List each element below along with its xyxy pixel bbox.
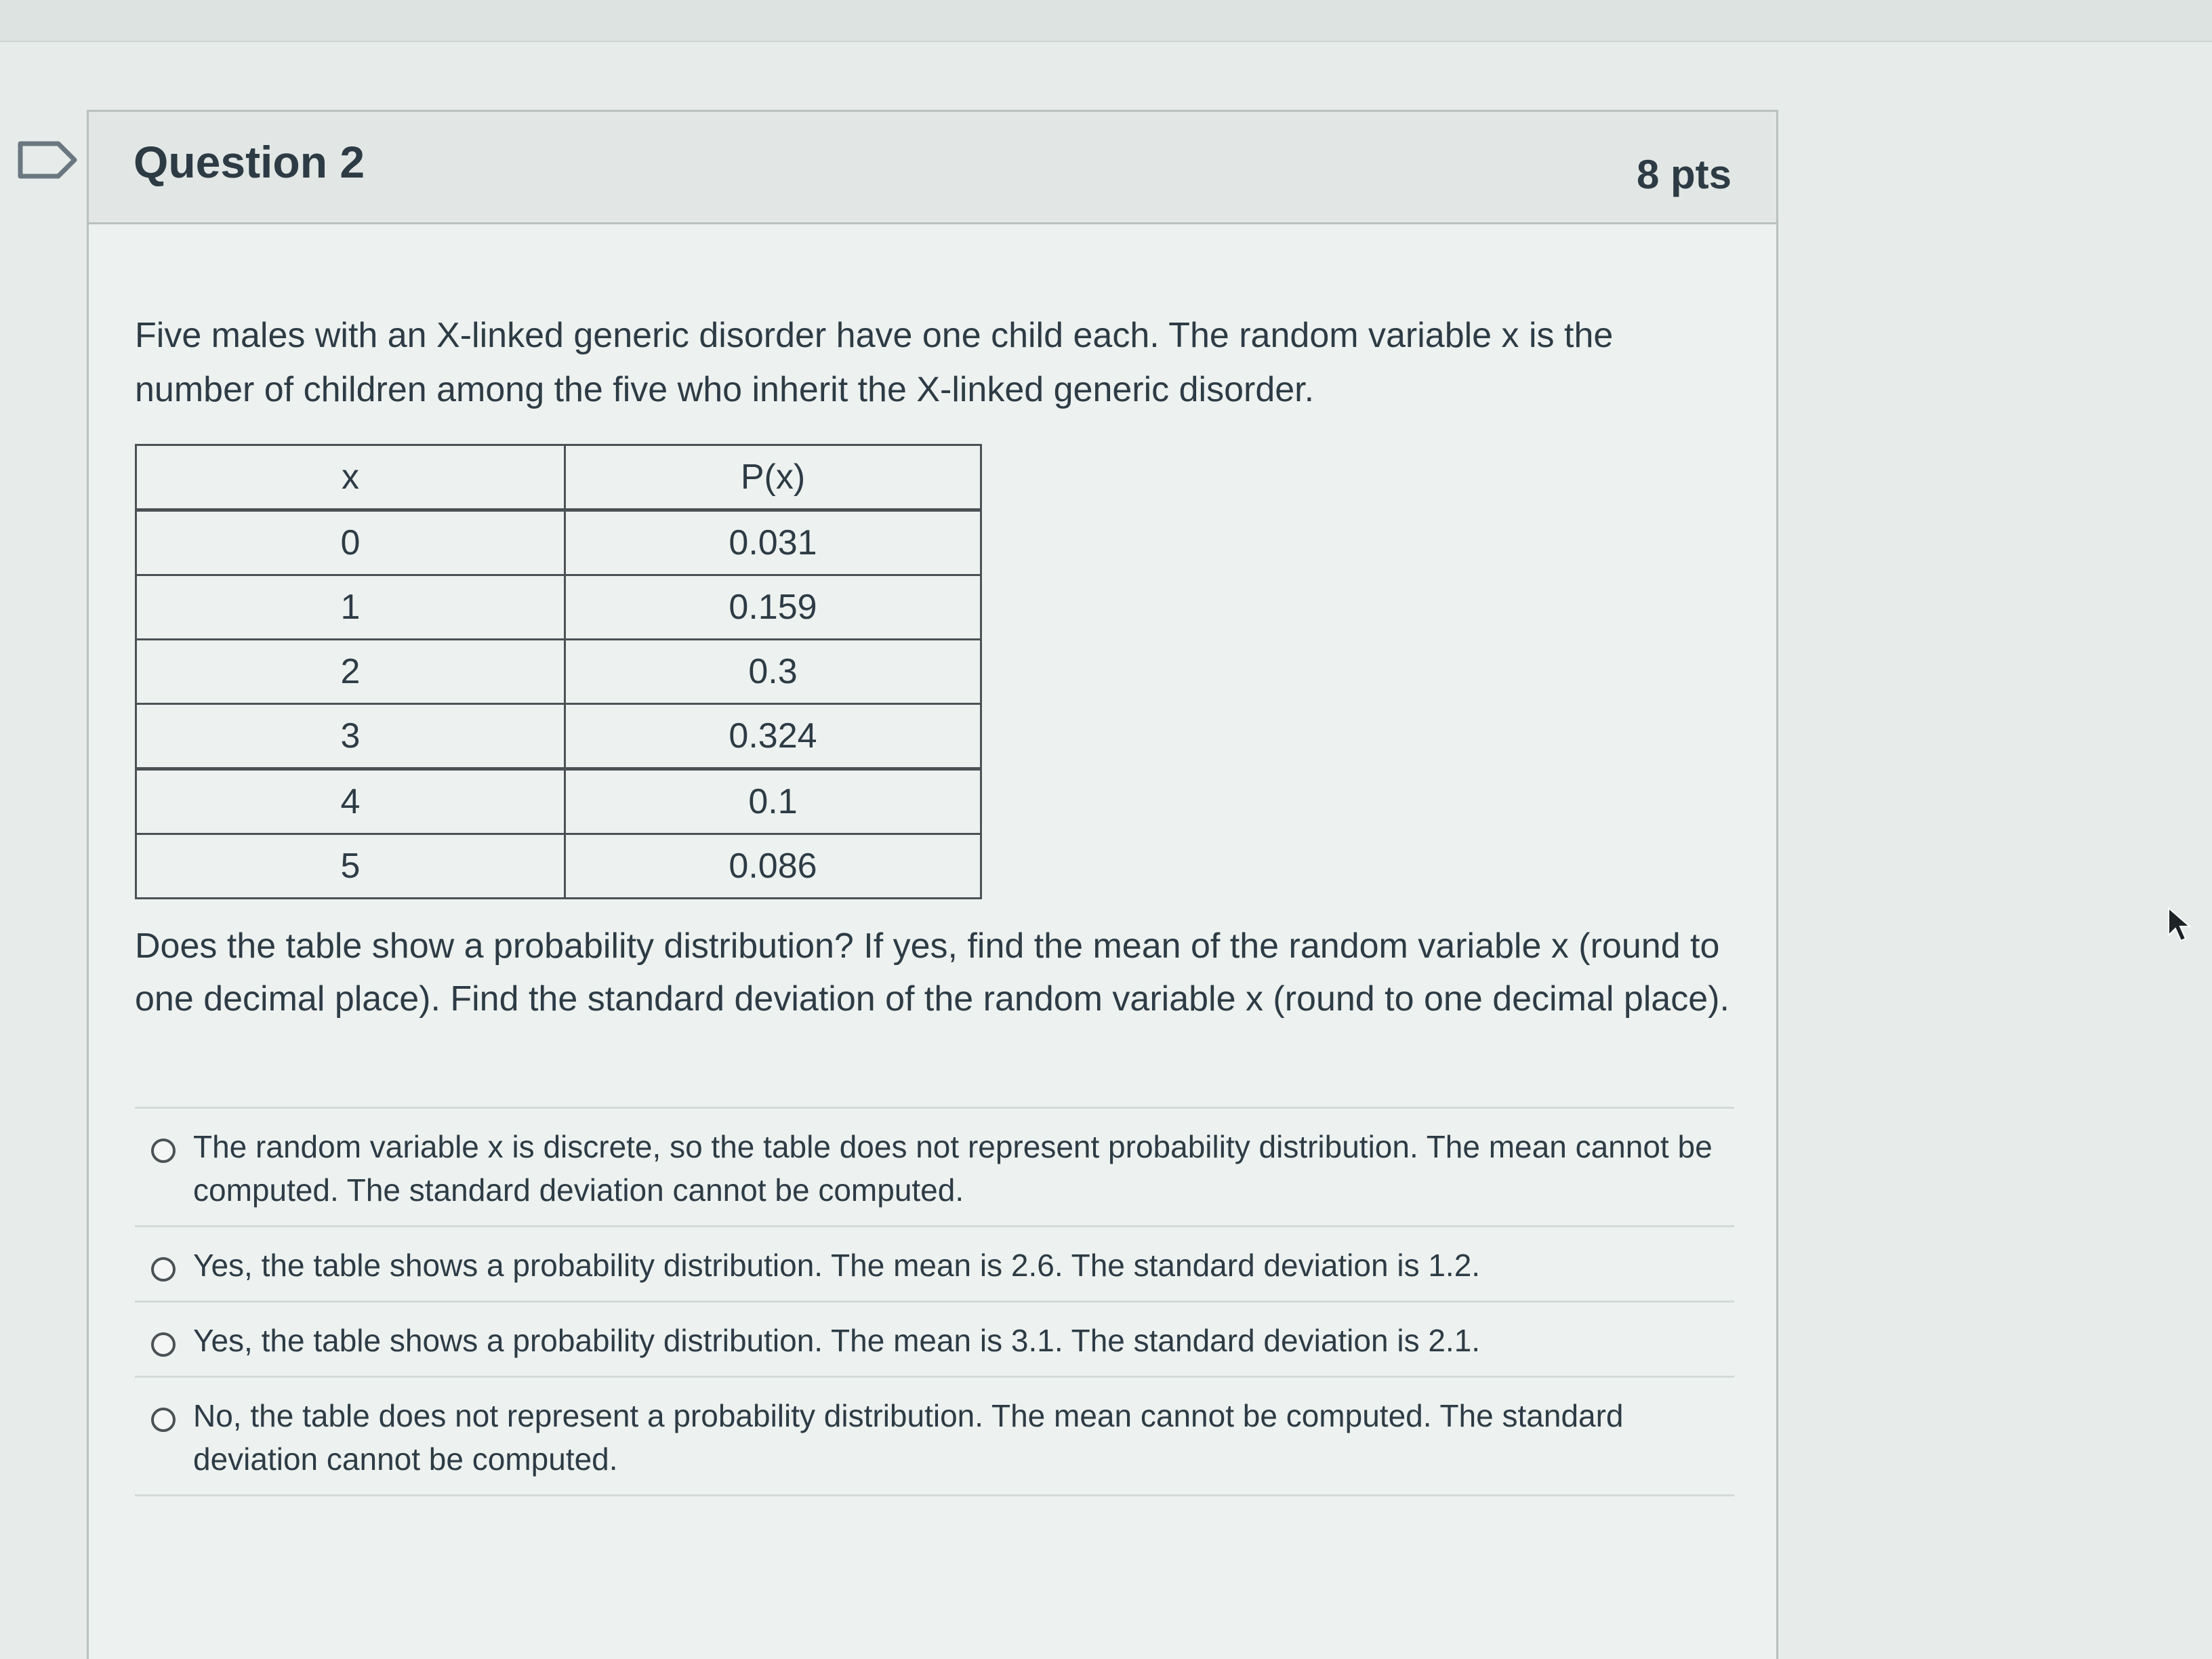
question-text: Five males with an X-linked generic disorder have one child each. The random variable x is the number of children among the five who inherit the X-linked generic disorder. [135,316,1614,409]
table-row [136,510,981,575]
table-cell-px: 0.1 [565,769,981,834]
question-points: 8 pts [1636,152,1732,197]
question-card [87,110,1778,1659]
answer-label: No, the table does not represent a probability distribution. The mean cannot be computed. The standard deviation cannot be computed. [193,1398,1624,1477]
table-cell-x: 3 [136,704,565,769]
probability-table [135,444,982,899]
table-row [136,769,981,834]
flag-question-icon[interactable] [16,140,80,180]
answer-option[interactable] [135,1303,1734,1378]
answer-label: Yes, the table shows a probability distribution. The mean is 2.6. The standard deviation is 1.2. [193,1248,1481,1283]
table-cell-px: 0.3 [565,640,981,704]
table-header-x: x [136,445,565,510]
question-prompt: Does the table show a probability distribution? If yes, find the mean of the random variable x (round to one decimal place). Find the standard deviation of the random variable x (round to one decimal place). [135,926,1729,1019]
mouse-pointer-icon [2166,905,2193,943]
radio-button[interactable] [151,1139,176,1163]
table-cell-px: 0.086 [565,834,981,899]
answer-option[interactable] [135,1227,1734,1303]
table-cell-x: 1 [136,575,565,640]
table-row [136,834,981,899]
table-row [136,575,981,640]
radio-button[interactable] [151,1408,176,1432]
radio-button[interactable] [151,1257,176,1282]
question-title: Question 2 [134,137,365,187]
answer-option[interactable] [135,1378,1734,1496]
table-cell-x: 4 [136,769,565,834]
answer-label: The random variable x is discrete, so the table does not represent probability distribution. The mean cannot be computed. The standard deviation cannot be computed. [193,1129,1713,1208]
table-cell-x: 0 [136,510,565,575]
table-row [136,704,981,769]
table-header-row [136,445,981,510]
answer-label: Yes, the table shows a probability distribution. The mean is 3.1. The standard deviation is 2.1. [193,1323,1481,1358]
answer-option[interactable] [135,1109,1734,1227]
table-cell-px: 0.159 [565,575,981,640]
question-header [89,112,1776,224]
table-cell-x: 2 [136,640,565,704]
table-cell-x: 5 [136,834,565,899]
table-row [136,640,981,704]
question-body [135,308,1734,1496]
table-header-px: P(x) [565,445,981,510]
answer-list [135,1107,1734,1496]
table-cell-px: 0.031 [565,510,981,575]
radio-button[interactable] [151,1332,176,1357]
table-cell-px: 0.324 [565,704,981,769]
browser-top-strip [0,0,2212,42]
